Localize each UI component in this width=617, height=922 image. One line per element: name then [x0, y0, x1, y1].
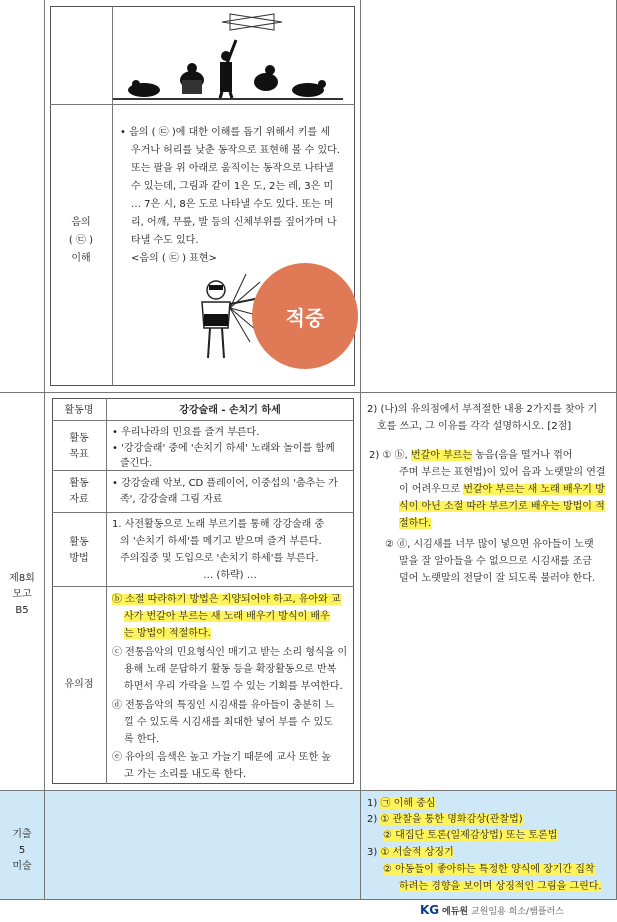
row1-line-3: 즐긴다.	[120, 458, 153, 469]
answer1-l5-hl: 절하다.	[399, 518, 432, 529]
row1-label-1: 활동	[69, 433, 89, 444]
row1-line-1: • 우리나라의 민요를 즐겨 부른다.	[112, 427, 260, 438]
sec3-num-2: 2)	[367, 814, 381, 825]
sec3-hl-1: ㉠ 이해 중심	[380, 798, 436, 809]
section1-line-5: … 7은 시, 8은 도로 나타낼 수도 있다. 또는 머	[131, 199, 334, 210]
section3-label-1: 기출	[12, 829, 32, 840]
sec3-answer-5	[383, 861, 595, 878]
section2-label-3: B5	[15, 605, 29, 616]
sec3-answer-3	[383, 827, 557, 844]
section1-label-1: 음의	[71, 217, 91, 228]
section1-line-6: 리, 어깨, 무릎, 발 등의 신체부위를 짚어가며 나	[131, 217, 337, 228]
sec3-hl-4: ① 서술적 상징기	[380, 847, 454, 858]
row2-label-2: 자료	[69, 494, 89, 505]
row2-label-1: 활동	[69, 478, 89, 489]
section2-label-2: 모고	[12, 589, 32, 600]
section1-label-2: ( ㉢ )	[68, 235, 94, 246]
sec3-num-4: 3)	[367, 847, 381, 858]
row2-line-1: • 강강술래 악보, CD 플레이어, 이중섭의 '춤추는 가	[112, 478, 338, 489]
answer1-line-5	[399, 515, 431, 532]
sec3-answer-6	[399, 878, 602, 895]
note-d-2: 낄 수 있도록 시김새를 최대한 넣어 부를 수 있도	[124, 717, 333, 728]
row1-label-2: 목표	[69, 449, 89, 460]
section1-line-3: 또는 팔을 위 아래로 움직이는 동작으로 나타낼	[131, 163, 334, 174]
note-c-3: 하면서 우리 가락을 느낄 수 있는 기회를 부여한다.	[124, 681, 343, 692]
answer1-rest: 농음(음을 떨거나 꺾어	[472, 450, 573, 461]
section2-label-1: 제8회	[9, 573, 35, 584]
answer1-line-4	[399, 498, 605, 515]
answer1-highlight: 번갈아 부르는	[410, 450, 473, 461]
publisher-footer	[420, 900, 617, 920]
notes-label: 유의점	[64, 679, 94, 690]
row3-line-3: 주의집중 및 도입으로 '손치기 하세'를 부른다.	[120, 553, 319, 564]
answer1-l3-hl: 번갈아 부르는 새 노래 배우기 방	[463, 484, 605, 495]
hit-badge: 적중	[252, 263, 358, 369]
answer1-l3-a: 이 어려우므로	[399, 484, 464, 495]
section1-caption: <음의 ( ㉢ ) 표현>	[131, 253, 217, 264]
brand-name: 에듀원	[442, 907, 469, 917]
section1-label-3: 이해	[71, 253, 91, 264]
section1-line-1: • 음의 ( ㉢ )에 대한 이해를 돕기 위해서 키를 세	[120, 127, 331, 138]
note-b-2-text: 사가 번갈아 부르는 새 노래 배우기 방식이 배우	[124, 611, 330, 622]
answer1-line-1	[369, 447, 572, 464]
header-label: 활동명	[64, 405, 94, 416]
sec3-answer-4	[367, 844, 454, 861]
height-gesture-figures	[112, 10, 354, 102]
row3-line-1: 1. 사전활동으로 노래 부르기를 통해 강강술래 중	[112, 519, 325, 530]
answer2-line-1: ② ⓓ, 시김새를 너무 많이 넣으면 유아들이 노랫	[385, 539, 594, 550]
note-c-2: 용해 노래 문답하기 활동 등을 확장활동으로 반복	[124, 664, 337, 675]
kg-logo: KG	[420, 903, 440, 917]
section3-label-2: 5	[18, 845, 26, 856]
section3-label-3: 미술	[12, 861, 32, 872]
answer1-line-3	[399, 481, 605, 498]
question-line-1: 2) (나)의 유의점에서 부적절한 내용 2가지를 찾아 기	[367, 404, 598, 415]
sec3-hl-6: 하려는 경향을 보이며 상징적인 그림을 그린다.	[399, 881, 602, 892]
row3-line-2: 의 '손치기 하세'를 메기고 받으며 즐겨 부른다.	[120, 536, 322, 547]
note-c-1: ⓒ 전통음악의 민요형식인 매기고 받는 소리 형식을 이	[112, 647, 348, 658]
sec3-hl-5: ② 아동들이 좋아하는 특정한 양식에 장기간 집착	[383, 864, 595, 875]
sec3-answer-2	[367, 811, 523, 828]
header-value: 강강술래 - 손치기 하세	[179, 405, 281, 416]
section1-line-4: 수 있는데, 그림과 같이 1은 도, 2는 레, 3은 미	[131, 181, 334, 192]
footer-text: 교원임용 희소/쌤플러스	[471, 907, 564, 917]
note-e-2: 고 가는 소리를 내도록 한다.	[124, 769, 247, 780]
row3-label-1: 활동	[69, 537, 89, 548]
note-d-3: 록 한다.	[124, 734, 160, 745]
row3-label-2: 방법	[69, 553, 89, 564]
note-e-1: ⓔ 유아의 음색은 높고 가늘기 때문에 교사 또한 높	[112, 752, 331, 763]
section1-line-7: 타낼 수도 있다.	[131, 235, 199, 246]
question-line-2: 호를 쓰고, 그 이유를 각각 설명하시오. [2점]	[377, 421, 572, 432]
row3-line-4: … (하략) …	[203, 570, 257, 581]
row1-line-2: • '강강술래' 중에 '손치기 하세' 노래와 놀이를 함께	[112, 443, 335, 454]
answer1-prefix: 2) ① ⓑ,	[369, 450, 411, 461]
sec3-hl-3: ② 대집단 토론(일제감상법) 또는 토론법	[383, 830, 558, 841]
answer2-line-3: 덜어 노랫말의 전달이 잘 되도록 불러야 한다.	[399, 573, 596, 584]
note-b-3	[124, 625, 211, 642]
row2-line-2: 족', 강강술래 그림 자료	[120, 494, 223, 505]
note-b-1-text: ⓑ 소절 따라하기 방법은 지양되어야 하고, 유아와 교	[112, 594, 341, 605]
sec3-num-1: 1)	[367, 798, 381, 809]
answer2-line-2: 말을 잘 알아들을 수 없으므로 시김새를 조금	[399, 556, 592, 567]
answer1-l4-hl: 식이 아닌 소절 따라 부르기로 배우는 방법이 적	[399, 501, 605, 512]
sec3-answer-1	[367, 795, 435, 812]
note-b-3-text: 는 방법이 적절하다.	[124, 628, 211, 639]
sec3-hl-2: ① 관찰을 통한 명화감상(관찰법)	[380, 814, 523, 825]
section1-line-2: 우거나 허리를 낮춘 동작으로 표현해 볼 수 있다.	[131, 145, 340, 156]
note-d-1: ⓓ 전통음악의 특징인 시김새를 유아들이 충분히 느	[112, 700, 335, 711]
answer1-line-2: 주며 부르는 표현법)이 있어 음과 노랫말의 연결	[399, 467, 606, 478]
note-b-1	[112, 591, 341, 608]
note-b-2	[124, 608, 330, 625]
